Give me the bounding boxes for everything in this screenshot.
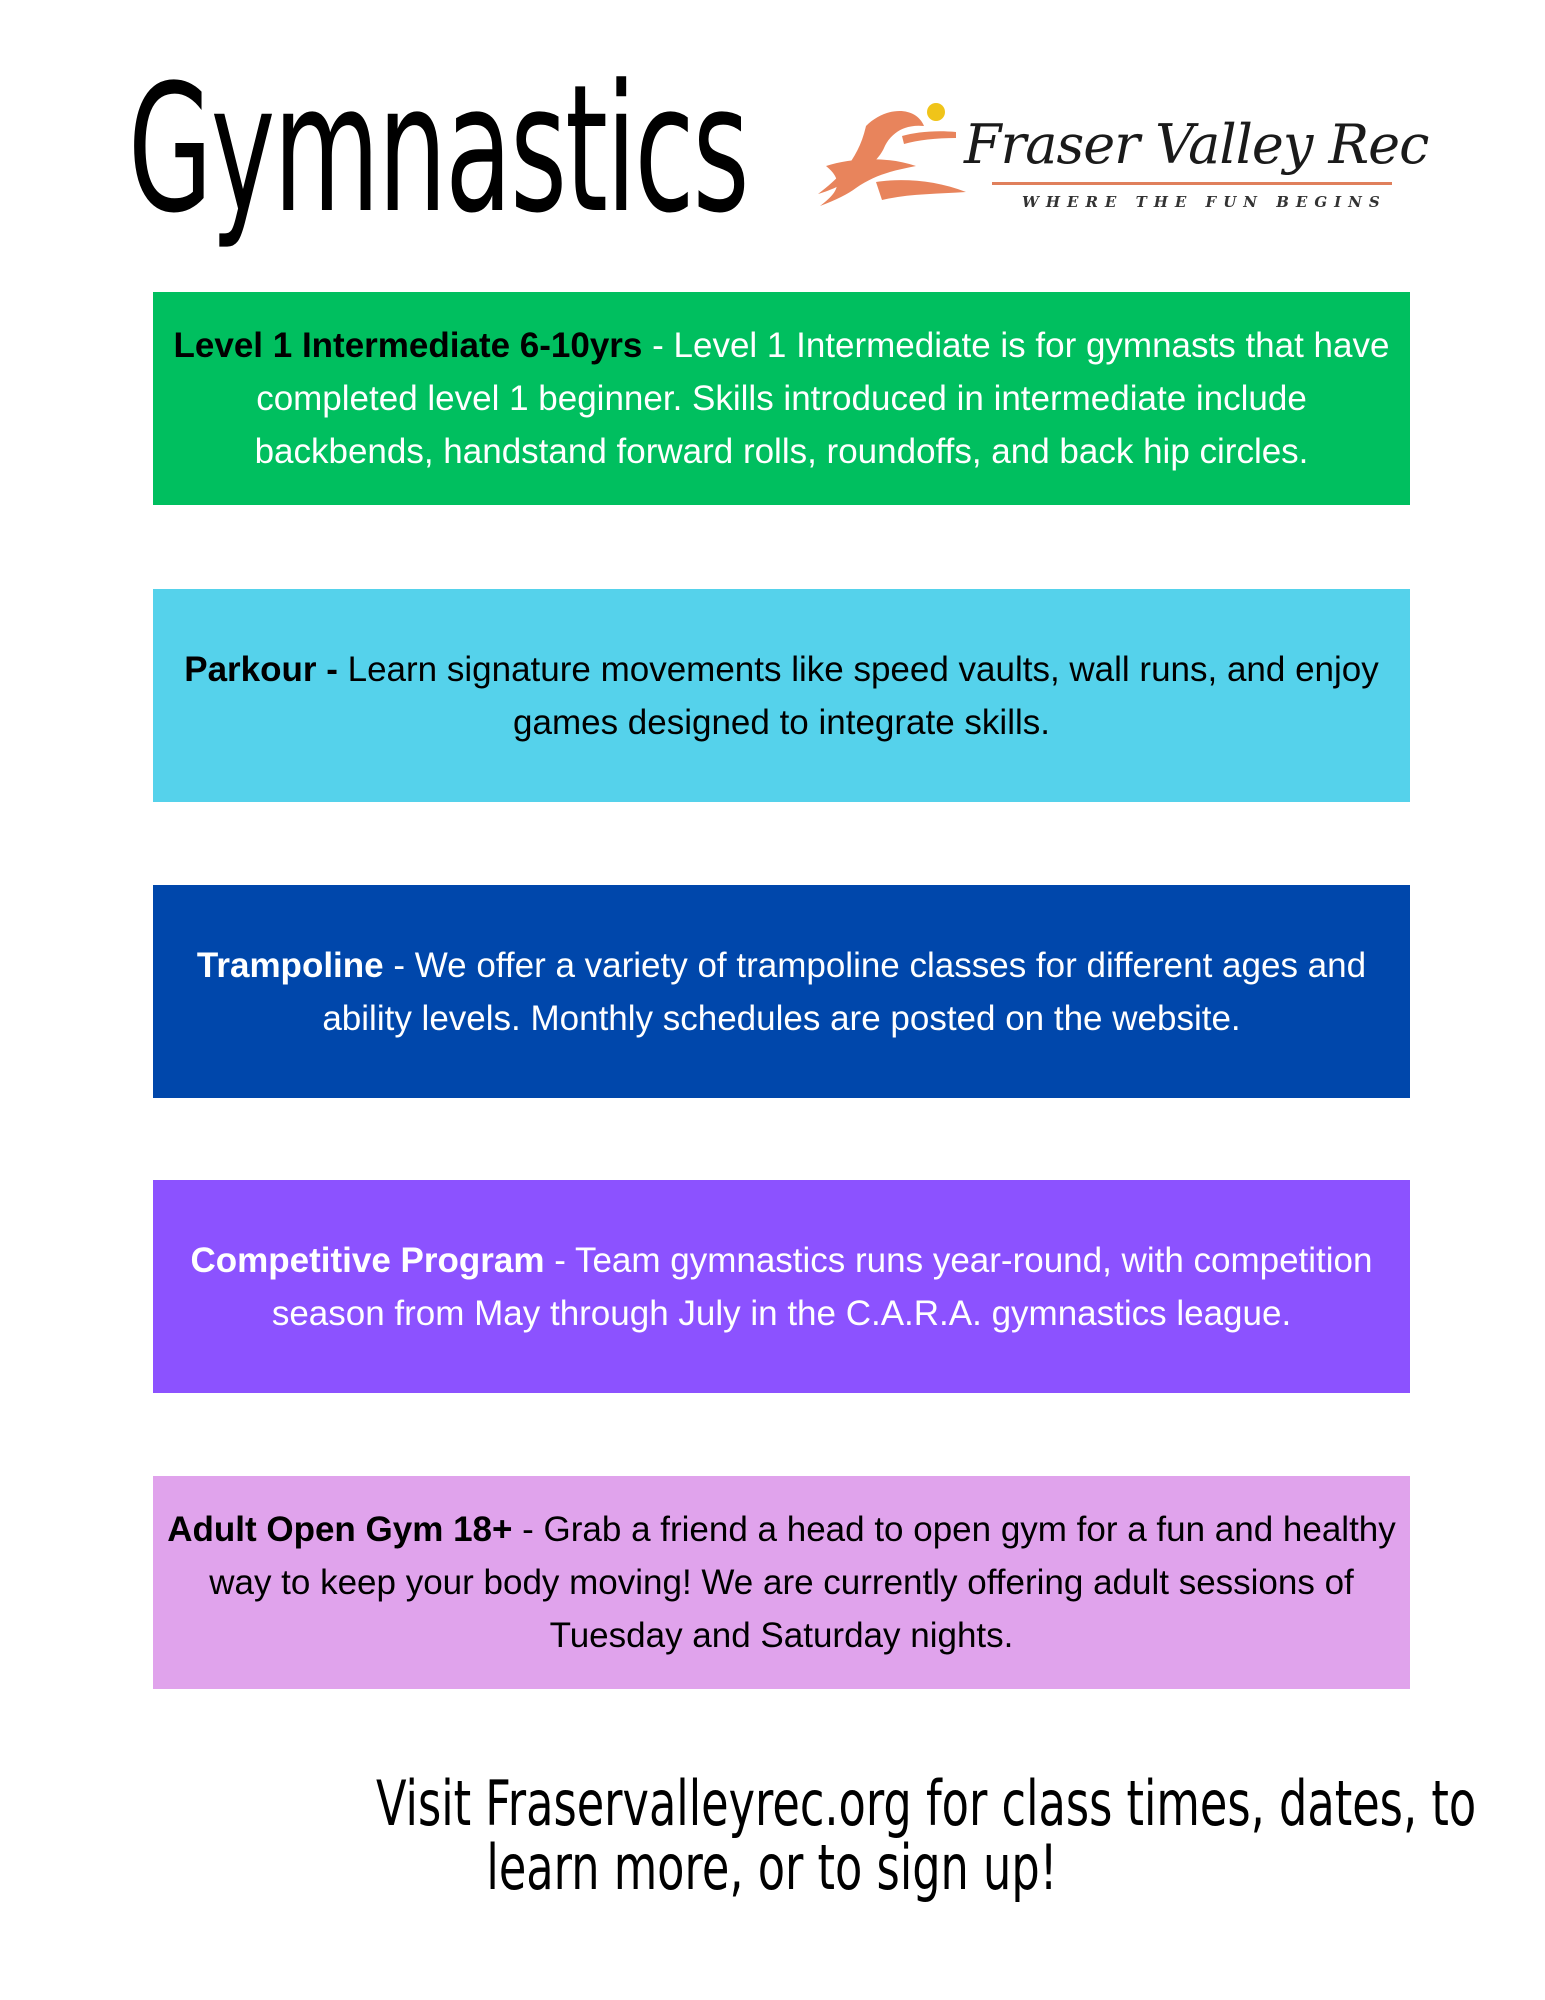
- program-box-competitive: [153, 1180, 1410, 1393]
- logo-tagline: WHERE THE FUN BEGINS: [1022, 193, 1387, 211]
- program-text: [167, 643, 1396, 749]
- program-text: [167, 319, 1396, 478]
- program-name: Competitive Program: [190, 1240, 545, 1280]
- program-box-adult-open-gym: [153, 1476, 1410, 1689]
- program-description: Learn signature movements like speed vaults, wall runs, and enjoy games designed to integrate skills.: [337, 649, 1379, 742]
- program-description: - Grab a friend a head to open gym for a fun and healthy way to keep your body moving! We are currently offering adult sessions of Tuesday and Saturday nights.: [209, 1510, 1396, 1655]
- program-name: Level 1 Intermediate 6-10yrs: [173, 326, 643, 365]
- program-text: [167, 1234, 1396, 1340]
- logo-wordmark: Fraser Valley Rec: [964, 113, 1429, 176]
- footer-line-2: learn more, or to sign up!: [486, 1831, 1058, 1904]
- program-box-level1: [153, 292, 1410, 505]
- footer-call-to-action: [222, 1767, 1477, 1904]
- program-name: Parkour -: [184, 649, 338, 689]
- fraser-valley-rec-logo: [806, 96, 1429, 220]
- program-description: - Level 1 Intermediate is for gymnasts that have completed level 1 beginner. Skills introduced in intermediate include backbends, handstand forward rolls, roundoffs, and back hip circles.: [254, 326, 1390, 471]
- program-name: Trampoline: [196, 945, 384, 985]
- program-box-trampoline: [153, 885, 1410, 1098]
- page-title: Gymnastics: [128, 47, 748, 252]
- program-text: [167, 939, 1396, 1045]
- footer-line-1: Visit Fraservalleyrec.org for class times, dates, to: [375, 1767, 1477, 1840]
- program-name: Adult Open Gym 18+: [167, 1510, 513, 1549]
- program-description: - Team gymnastics runs year-round, with competition season from May through July in the C.A.R.A. gymnastics league.: [271, 1240, 1373, 1333]
- program-text: [167, 1503, 1396, 1662]
- program-description: - We offer a variety of trampoline classes for different ages and ability levels. Monthly schedules are posted on the website.: [322, 945, 1367, 1038]
- gymnast-logo-icon: [806, 96, 976, 220]
- logo-underline: [992, 182, 1392, 185]
- program-box-parkour: [153, 589, 1410, 802]
